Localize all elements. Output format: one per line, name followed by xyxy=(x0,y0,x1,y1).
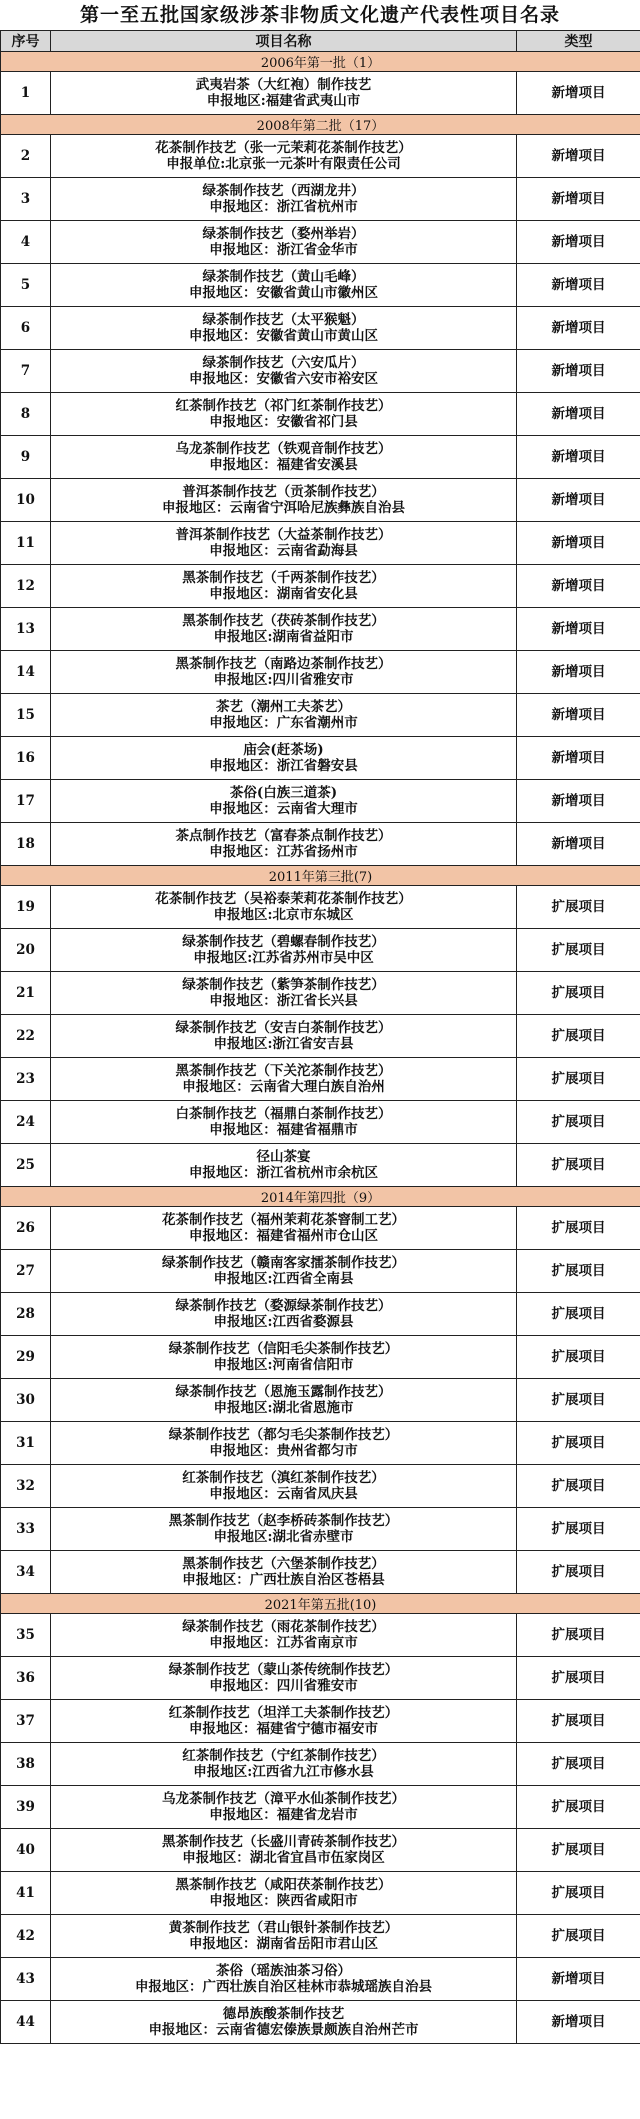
row-number: 2 xyxy=(1,135,51,178)
project-type: 新增项目 xyxy=(517,350,640,393)
row-number: 18 xyxy=(1,823,51,866)
table-row xyxy=(1,1465,640,1508)
table-row xyxy=(1,1058,640,1101)
table-row xyxy=(1,350,640,393)
row-number: 4 xyxy=(1,221,51,264)
project-region: 申报地区:江西省全南县 xyxy=(213,1271,354,1287)
row-number: 34 xyxy=(1,1551,51,1594)
row-number: 41 xyxy=(1,1872,51,1915)
project-name-cell xyxy=(51,1101,517,1144)
project-name-cell xyxy=(51,823,517,866)
project-name: 绿茶制作技艺（信阳毛尖茶制作技艺） xyxy=(168,1341,399,1357)
project-name: 绿茶制作技艺（安吉白茶制作技艺） xyxy=(175,1020,392,1036)
project-region: 申报地区:江西省婺源县 xyxy=(213,1314,354,1330)
project-type: 新增项目 xyxy=(517,178,640,221)
project-name-cell xyxy=(51,393,517,436)
row-number: 3 xyxy=(1,178,51,221)
table-row xyxy=(1,393,640,436)
project-name-cell xyxy=(51,1915,517,1958)
table-row xyxy=(1,135,640,178)
project-type: 扩展项目 xyxy=(517,1379,640,1422)
project-name-cell xyxy=(51,307,517,350)
row-number: 36 xyxy=(1,1657,51,1700)
project-region: 申报地区：安徽省六安市裕安区 xyxy=(189,371,378,387)
row-number: 20 xyxy=(1,929,51,972)
heritage-table xyxy=(0,30,640,2044)
project-name: 黄茶制作技艺（君山银针茶制作技艺） xyxy=(168,1920,399,1936)
project-region: 申报单位:北京张一元茶叶有限责任公司 xyxy=(166,156,401,172)
project-name: 茶俗（瑶族油茶习俗） xyxy=(216,1963,351,1979)
batch-header-row xyxy=(1,1187,640,1207)
row-number: 14 xyxy=(1,651,51,694)
project-region: 申报地区:四川省雅安市 xyxy=(213,672,354,688)
project-type: 扩展项目 xyxy=(517,1743,640,1786)
project-region: 申报地区:福建省武夷山市 xyxy=(206,93,361,109)
batch-header-row xyxy=(1,866,640,886)
project-name: 花茶制作技艺（福州茉莉花茶窨制工艺） xyxy=(162,1212,405,1228)
table-row xyxy=(1,1379,640,1422)
project-region: 申报地区:湖北省恩施市 xyxy=(213,1400,354,1416)
project-name: 花茶制作技艺（吴裕泰茉莉花茶制作技艺） xyxy=(155,891,412,907)
project-name-cell xyxy=(51,1379,517,1422)
project-name: 黑茶制作技艺（下关沱茶制作技艺） xyxy=(175,1063,392,1079)
project-region: 申报地区：福建省龙岩市 xyxy=(209,1807,358,1823)
project-type: 新增项目 xyxy=(517,737,640,780)
row-number: 28 xyxy=(1,1293,51,1336)
row-number: 9 xyxy=(1,436,51,479)
project-region: 申报地区：湖北省宜昌市伍家岗区 xyxy=(182,1850,385,1866)
table-row xyxy=(1,1293,640,1336)
project-name: 绿茶制作技艺（碧螺春制作技艺） xyxy=(182,934,385,950)
project-name-cell xyxy=(51,1293,517,1336)
project-type: 新增项目 xyxy=(517,2001,640,2044)
row-number: 25 xyxy=(1,1144,51,1187)
project-name: 绿茶制作技艺（赣南客家擂茶制作技艺） xyxy=(162,1255,405,1271)
table-row xyxy=(1,694,640,737)
row-number: 39 xyxy=(1,1786,51,1829)
project-region: 申报地区：浙江省杭州市余杭区 xyxy=(189,1165,378,1181)
project-name-cell xyxy=(51,1551,517,1594)
project-name-cell xyxy=(51,1743,517,1786)
batch-header-row xyxy=(1,115,640,135)
project-region: 申报地区:浙江省安吉县 xyxy=(213,1036,354,1052)
table-row xyxy=(1,479,640,522)
project-region: 申报地区：云南省勐海县 xyxy=(209,543,358,559)
project-name: 黑茶制作技艺（南路边茶制作技艺） xyxy=(175,656,392,672)
project-name-cell xyxy=(51,1015,517,1058)
table-row xyxy=(1,1614,640,1657)
row-number: 1 xyxy=(1,72,51,115)
project-name: 普洱茶制作技艺（大益茶制作技艺） xyxy=(175,527,392,543)
row-number: 26 xyxy=(1,1207,51,1250)
project-region: 申报地区：浙江省金华市 xyxy=(209,242,358,258)
project-name: 茶艺（潮州工夫茶艺） xyxy=(216,699,351,715)
project-name: 乌龙茶制作技艺（漳平水仙茶制作技艺） xyxy=(162,1791,405,1807)
project-name-cell xyxy=(51,694,517,737)
row-number: 17 xyxy=(1,780,51,823)
project-region: 申报地区:北京市东城区 xyxy=(213,907,354,923)
project-name-cell xyxy=(51,1829,517,1872)
table-row xyxy=(1,1422,640,1465)
project-type: 新增项目 xyxy=(517,393,640,436)
batch-label: 2006年第一批（1） xyxy=(1,52,640,72)
project-region: 申报地区：湖南省岳阳市君山区 xyxy=(189,1936,378,1952)
table-row xyxy=(1,1700,640,1743)
project-name: 绿茶制作技艺（恩施玉露制作技艺） xyxy=(175,1384,392,1400)
row-number: 38 xyxy=(1,1743,51,1786)
project-name-cell xyxy=(51,1700,517,1743)
table-row xyxy=(1,264,640,307)
project-type: 扩展项目 xyxy=(517,1336,640,1379)
project-name: 绿茶制作技艺（婺源绿茶制作技艺） xyxy=(175,1298,392,1314)
project-name: 红茶制作技艺（宁红茶制作技艺） xyxy=(182,1748,385,1764)
table-row xyxy=(1,1250,640,1293)
project-name-cell xyxy=(51,264,517,307)
project-type: 新增项目 xyxy=(517,1958,640,2001)
batch-label: 2021年第五批(10) xyxy=(1,1594,640,1614)
project-name-cell xyxy=(51,608,517,651)
project-name: 红茶制作技艺（坦洋工夫茶制作技艺） xyxy=(168,1705,399,1721)
project-name: 绿茶制作技艺（婺州举岩） xyxy=(202,226,365,242)
table-row xyxy=(1,1958,640,2001)
project-type: 扩展项目 xyxy=(517,1250,640,1293)
project-name: 庙会(赶茶场) xyxy=(243,742,324,758)
project-name: 花茶制作技艺（张一元茉莉花茶制作技艺） xyxy=(155,140,412,156)
project-name: 绿茶制作技艺（太平猴魁） xyxy=(202,312,365,328)
project-name: 绿茶制作技艺（蒙山茶传统制作技艺） xyxy=(168,1662,399,1678)
project-type: 扩展项目 xyxy=(517,1829,640,1872)
project-region: 申报地区：浙江省磐安县 xyxy=(209,758,358,774)
table-row xyxy=(1,72,640,115)
row-number: 5 xyxy=(1,264,51,307)
project-region: 申报地区:湖南省益阳市 xyxy=(213,629,354,645)
project-name: 绿茶制作技艺（紫笋茶制作技艺） xyxy=(182,977,385,993)
table-row xyxy=(1,972,640,1015)
row-number: 33 xyxy=(1,1508,51,1551)
project-region: 申报地区:湖北省赤壁市 xyxy=(213,1529,354,1545)
row-number: 16 xyxy=(1,737,51,780)
project-type: 新增项目 xyxy=(517,135,640,178)
project-region: 申报地区：福建省福州市仓山区 xyxy=(189,1228,378,1244)
project-name: 茶俗(白族三道茶) xyxy=(229,785,338,801)
project-type: 扩展项目 xyxy=(517,1872,640,1915)
project-name: 黑茶制作技艺（六堡茶制作技艺） xyxy=(182,1556,385,1572)
table-row xyxy=(1,436,640,479)
project-type: 新增项目 xyxy=(517,651,640,694)
row-number: 24 xyxy=(1,1101,51,1144)
project-name-cell xyxy=(51,1250,517,1293)
row-number: 12 xyxy=(1,565,51,608)
project-name-cell xyxy=(51,1058,517,1101)
row-number: 40 xyxy=(1,1829,51,1872)
row-number: 15 xyxy=(1,694,51,737)
project-name-cell xyxy=(51,1614,517,1657)
table-row xyxy=(1,1786,640,1829)
project-name-cell xyxy=(51,972,517,1015)
table-header-row xyxy=(1,31,640,52)
table-row xyxy=(1,1551,640,1594)
project-name: 茶点制作技艺（富春茶点制作技艺） xyxy=(175,828,392,844)
table-row xyxy=(1,1915,640,1958)
project-name-cell xyxy=(51,737,517,780)
project-type: 新增项目 xyxy=(517,264,640,307)
project-type: 扩展项目 xyxy=(517,1207,640,1250)
project-name: 绿茶制作技艺（都匀毛尖茶制作技艺） xyxy=(168,1427,399,1443)
table-row xyxy=(1,1336,640,1379)
project-name-cell xyxy=(51,72,517,115)
table-row xyxy=(1,1015,640,1058)
row-number: 8 xyxy=(1,393,51,436)
project-type: 新增项目 xyxy=(517,780,640,823)
table-row xyxy=(1,1872,640,1915)
project-name-cell xyxy=(51,1786,517,1829)
header-type: 类型 xyxy=(517,31,640,52)
project-region: 申报地区：贵州省都匀市 xyxy=(209,1443,358,1459)
project-name: 黑茶制作技艺（千两茶制作技艺） xyxy=(182,570,385,586)
row-number: 35 xyxy=(1,1614,51,1657)
table-row xyxy=(1,823,640,866)
project-region: 申报地区：浙江省长兴县 xyxy=(209,993,358,1009)
project-name-cell xyxy=(51,1422,517,1465)
project-name-cell xyxy=(51,1465,517,1508)
project-region: 申报地区：广西壮族自治区苍梧县 xyxy=(182,1572,385,1588)
project-type: 扩展项目 xyxy=(517,929,640,972)
project-region: 申报地区：广西壮族自治区桂林市恭城瑶族自治县 xyxy=(135,1979,432,1995)
table-row xyxy=(1,221,640,264)
project-region: 申报地区：福建省宁德市福安市 xyxy=(189,1721,378,1737)
project-name-cell xyxy=(51,1958,517,2001)
project-region: 申报地区：云南省大理市 xyxy=(209,801,358,817)
project-type: 新增项目 xyxy=(517,565,640,608)
project-region: 申报地区：云南省大理白族自治州 xyxy=(182,1079,385,1095)
project-region: 申报地区：福建省安溪县 xyxy=(209,457,358,473)
table-row xyxy=(1,780,640,823)
row-number: 19 xyxy=(1,886,51,929)
project-name-cell xyxy=(51,565,517,608)
project-name: 黑茶制作技艺（长盛川青砖茶制作技艺） xyxy=(162,1834,405,1850)
table-row xyxy=(1,608,640,651)
project-name-cell xyxy=(51,1336,517,1379)
row-number: 44 xyxy=(1,2001,51,2044)
table-row xyxy=(1,1657,640,1700)
project-name-cell xyxy=(51,178,517,221)
batch-header-row xyxy=(1,1594,640,1614)
table-row xyxy=(1,1508,640,1551)
batch-label: 2008年第二批（17） xyxy=(1,115,640,135)
project-name: 黑茶制作技艺（咸阳茯茶制作技艺） xyxy=(175,1877,392,1893)
project-type: 扩展项目 xyxy=(517,1915,640,1958)
project-name: 武夷岩茶（大红袍）制作技艺 xyxy=(195,77,372,93)
table-row xyxy=(1,1144,640,1187)
project-type: 扩展项目 xyxy=(517,972,640,1015)
project-region: 申报地区：云南省凤庆县 xyxy=(209,1486,358,1502)
row-number: 10 xyxy=(1,479,51,522)
project-name-cell xyxy=(51,522,517,565)
project-type: 新增项目 xyxy=(517,72,640,115)
project-name-cell xyxy=(51,886,517,929)
project-type: 扩展项目 xyxy=(517,1786,640,1829)
row-number: 22 xyxy=(1,1015,51,1058)
project-name: 黑茶制作技艺（茯砖茶制作技艺） xyxy=(182,613,385,629)
row-number: 6 xyxy=(1,307,51,350)
project-type: 扩展项目 xyxy=(517,1551,640,1594)
row-number: 23 xyxy=(1,1058,51,1101)
project-type: 扩展项目 xyxy=(517,1293,640,1336)
row-number: 31 xyxy=(1,1422,51,1465)
project-type: 新增项目 xyxy=(517,436,640,479)
project-region: 申报地区：浙江省杭州市 xyxy=(209,199,358,215)
table-row xyxy=(1,929,640,972)
project-region: 申报地区：安徽省黄山市黄山区 xyxy=(189,328,378,344)
table-row xyxy=(1,651,640,694)
project-name: 黑茶制作技艺（赵李桥砖茶制作技艺） xyxy=(168,1513,399,1529)
project-region: 申报地区：湖南省安化县 xyxy=(209,586,358,602)
project-type: 扩展项目 xyxy=(517,1657,640,1700)
project-name-cell xyxy=(51,1508,517,1551)
row-number: 13 xyxy=(1,608,51,651)
project-name-cell xyxy=(51,1872,517,1915)
row-number: 37 xyxy=(1,1700,51,1743)
row-number: 29 xyxy=(1,1336,51,1379)
batch-header-row xyxy=(1,52,640,72)
project-name-cell xyxy=(51,436,517,479)
project-name: 红茶制作技艺（滇红茶制作技艺） xyxy=(182,1470,385,1486)
project-type: 新增项目 xyxy=(517,694,640,737)
project-name-cell xyxy=(51,135,517,178)
project-name-cell xyxy=(51,929,517,972)
table-row xyxy=(1,522,640,565)
project-type: 新增项目 xyxy=(517,307,640,350)
project-name-cell xyxy=(51,1207,517,1250)
project-region: 申报地区：云南省宁洱哈尼族彝族自治县 xyxy=(162,500,405,516)
batch-label: 2011年第三批(7) xyxy=(1,866,640,886)
row-number: 32 xyxy=(1,1465,51,1508)
row-number: 27 xyxy=(1,1250,51,1293)
project-region: 申报地区：四川省雅安市 xyxy=(209,1678,358,1694)
project-name: 绿茶制作技艺（六安瓜片） xyxy=(202,355,365,371)
project-region: 申报地区:江苏省苏州市吴中区 xyxy=(193,950,374,966)
project-type: 扩展项目 xyxy=(517,1700,640,1743)
project-region: 申报地区：安徽省祁门县 xyxy=(209,414,358,430)
table-row xyxy=(1,307,640,350)
project-name: 径山茶宴 xyxy=(256,1149,311,1165)
project-type: 扩展项目 xyxy=(517,1058,640,1101)
project-name-cell xyxy=(51,479,517,522)
row-number: 7 xyxy=(1,350,51,393)
row-number: 42 xyxy=(1,1915,51,1958)
project-region: 申报地区：安徽省黄山市徽州区 xyxy=(189,285,378,301)
project-name-cell xyxy=(51,1144,517,1187)
project-name: 绿茶制作技艺（西湖龙井） xyxy=(202,183,365,199)
table-row xyxy=(1,1829,640,1872)
project-name: 绿茶制作技艺（黄山毛峰） xyxy=(202,269,365,285)
page-title: 第一至五批国家级涉茶非物质文化遗产代表性项目名录 xyxy=(79,4,560,26)
project-type: 扩展项目 xyxy=(517,1422,640,1465)
project-region: 申报地区：云南省德宏傣族景颇族自治州芒市 xyxy=(148,2022,419,2038)
row-number: 43 xyxy=(1,1958,51,2001)
row-number: 30 xyxy=(1,1379,51,1422)
project-name: 普洱茶制作技艺（贡茶制作技艺） xyxy=(182,484,385,500)
project-region: 申报地区：陕西省咸阳市 xyxy=(209,1893,358,1909)
project-region: 申报地区：江苏省南京市 xyxy=(209,1635,358,1651)
project-name-cell xyxy=(51,651,517,694)
project-name-cell xyxy=(51,2001,517,2044)
row-number: 11 xyxy=(1,522,51,565)
project-name-cell xyxy=(51,1657,517,1700)
project-type: 新增项目 xyxy=(517,479,640,522)
project-type: 新增项目 xyxy=(517,823,640,866)
project-name: 白茶制作技艺（福鼎白茶制作技艺） xyxy=(175,1106,392,1122)
project-name: 乌龙茶制作技艺（铁观音制作技艺） xyxy=(175,441,392,457)
project-type: 扩展项目 xyxy=(517,1101,640,1144)
table-row xyxy=(1,565,640,608)
project-name: 德昂族酸茶制作技艺 xyxy=(222,2006,345,2022)
table-row xyxy=(1,178,640,221)
project-name-cell xyxy=(51,780,517,823)
project-name-cell xyxy=(51,221,517,264)
table-row xyxy=(1,1101,640,1144)
table-row xyxy=(1,1743,640,1786)
table-body xyxy=(1,31,640,2044)
project-type: 扩展项目 xyxy=(517,886,640,929)
header-name: 项目名称 xyxy=(51,31,517,52)
project-region: 申报地区：福建省福鼎市 xyxy=(209,1122,358,1138)
project-type: 扩展项目 xyxy=(517,1465,640,1508)
project-type: 扩展项目 xyxy=(517,1144,640,1187)
table-row xyxy=(1,886,640,929)
project-type: 扩展项目 xyxy=(517,1508,640,1551)
project-region: 申报地区：广东省潮州市 xyxy=(209,715,358,731)
project-name: 红茶制作技艺（祁门红茶制作技艺） xyxy=(175,398,392,414)
table-row xyxy=(1,737,640,780)
project-type: 扩展项目 xyxy=(517,1015,640,1058)
table-row xyxy=(1,2001,640,2044)
project-region: 申报地区：江苏省扬州市 xyxy=(209,844,358,860)
project-region: 申报地区:江西省九江市修水县 xyxy=(193,1764,374,1780)
project-type: 新增项目 xyxy=(517,221,640,264)
project-type: 新增项目 xyxy=(517,608,640,651)
row-number: 21 xyxy=(1,972,51,1015)
project-name: 绿茶制作技艺（雨花茶制作技艺） xyxy=(182,1619,385,1635)
table-row xyxy=(1,1207,640,1250)
batch-label: 2014年第四批（9） xyxy=(1,1187,640,1207)
project-region: 申报地区:河南省信阳市 xyxy=(213,1357,354,1373)
project-type: 扩展项目 xyxy=(517,1614,640,1657)
project-type: 新增项目 xyxy=(517,522,640,565)
header-no: 序号 xyxy=(1,31,51,52)
project-name-cell xyxy=(51,350,517,393)
